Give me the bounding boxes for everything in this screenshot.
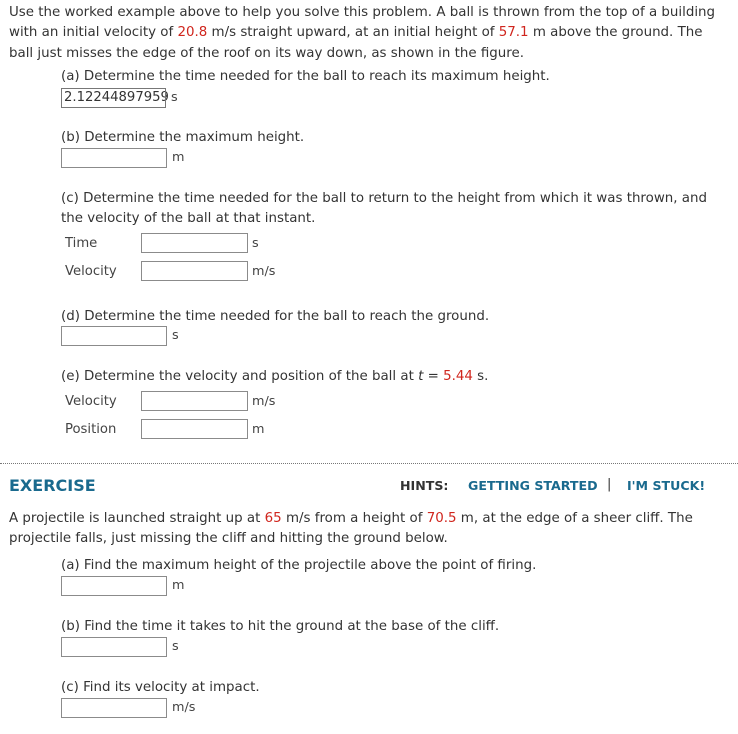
- exercise-b-answer-input[interactable]: [61, 637, 167, 657]
- problem-statement: [9, 3, 729, 64]
- launch-height-value: 70.5: [426, 511, 457, 526]
- part-e-velocity-unit: m/s: [252, 394, 276, 409]
- exercise-title: EXERCISE: [9, 476, 96, 495]
- problem-text: m above the ground. The ball just misses the edge of the roof on its way down, as shown in the figure.: [9, 25, 703, 61]
- exercise-b-unit: s: [172, 639, 179, 654]
- exercise-c-label: (c) Find its velocity at impact.: [61, 680, 260, 695]
- exercise-text: A projectile is launched straight up at: [9, 511, 265, 526]
- exercise-a-answer-input[interactable]: [61, 576, 167, 596]
- time-variable: t: [418, 369, 424, 384]
- part-c-velocity-unit: m/s: [252, 264, 276, 279]
- part-c-velocity-input[interactable]: [141, 261, 248, 281]
- part-a-unit: s: [171, 90, 178, 105]
- exercise-text: m, at the edge of a sheer cliff. The projectile falls, just missing the cliff and hitting the ground below.: [9, 511, 693, 547]
- answer-divider: [165, 88, 166, 108]
- initial-velocity-value: 20.8: [177, 25, 208, 41]
- part-e-label-unit: s.: [472, 369, 489, 384]
- part-d-label: (d) Determine the time needed for the ball to reach the ground.: [61, 309, 490, 324]
- part-c-label: (c) Determine the time needed for the ball to return to the height from which it was thrown, and the velocity of the ball at that instant.: [61, 191, 707, 226]
- time-value: 5.44: [443, 369, 473, 384]
- part-e-position-label: Position: [65, 422, 117, 437]
- section-divider: [0, 463, 738, 464]
- part-c-velocity-label: Velocity: [65, 264, 117, 279]
- exercise-statement: [9, 509, 709, 550]
- initial-height-value: 57.1: [498, 25, 529, 41]
- part-a-label: (a) Determine the time needed for the ball to reach its maximum height.: [61, 69, 550, 84]
- part-e-position-unit: m: [252, 422, 265, 437]
- part-d-answer-input[interactable]: [61, 326, 167, 346]
- exercise-text: m/s from a height of: [281, 511, 427, 526]
- part-a-answer-group: [61, 88, 181, 108]
- exercise-a-label: (a) Find the maximum height of the projectile above the point of firing.: [61, 558, 537, 573]
- part-a-answer-input[interactable]: 2.12244897959: [61, 88, 165, 108]
- launch-speed-value: 65: [264, 511, 282, 526]
- getting-started-link[interactable]: GETTING STARTED: [468, 478, 598, 493]
- hints-label: HINTS:: [400, 478, 449, 493]
- equals-sign: =: [423, 369, 444, 384]
- part-c-time-unit: s: [252, 236, 259, 251]
- exercise-a-unit: m: [172, 578, 185, 593]
- im-stuck-link[interactable]: I'M STUCK!: [627, 478, 706, 493]
- part-b-unit: m: [172, 150, 185, 165]
- exercise-c-answer-input[interactable]: [61, 698, 167, 718]
- part-e-position-input[interactable]: [141, 419, 248, 439]
- part-e-label-text: (e) Determine the velocity and position of the ball at: [61, 369, 419, 384]
- part-e-velocity-input[interactable]: [141, 391, 248, 411]
- hints-separator: |: [607, 477, 612, 492]
- part-c-time-label: Time: [65, 236, 98, 251]
- part-b-answer-input[interactable]: [61, 148, 167, 168]
- exercise-b-label: (b) Find the time it takes to hit the ground at the base of the cliff.: [61, 619, 500, 634]
- problem-text: m/s straight upward, at an initial height of: [207, 25, 499, 41]
- part-b-label: (b) Determine the maximum height.: [61, 130, 305, 145]
- problem-text: Use the worked example above to help you solve this problem. A ball is thrown from the top of a building with an initial velocity of: [9, 5, 716, 41]
- exercise-c-unit: m/s: [172, 700, 196, 715]
- part-e-label: [61, 367, 721, 387]
- part-c-time-input[interactable]: [141, 233, 248, 253]
- part-d-unit: s: [172, 328, 179, 343]
- part-e-velocity-label: Velocity: [65, 394, 117, 409]
